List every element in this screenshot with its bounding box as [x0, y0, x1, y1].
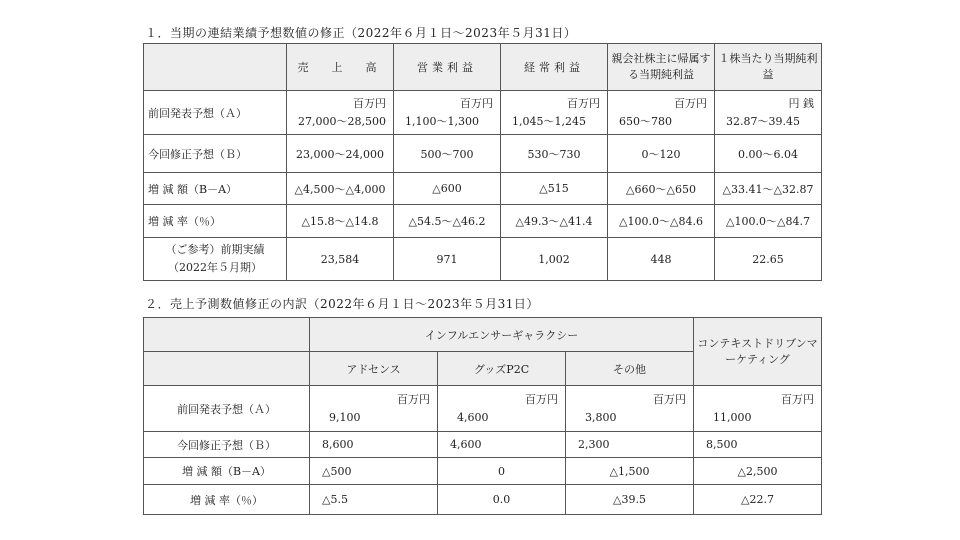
value-cell: 百万円 11,000 [694, 386, 822, 432]
value-cell: 1,002 [501, 238, 608, 281]
row-label: 前回発表予想（Ａ） [144, 91, 287, 135]
corner-cell [144, 44, 287, 91]
sales-breakdown-table [143, 317, 822, 515]
value-cell: △33.41～△32.87 [715, 173, 822, 205]
table-row [144, 238, 822, 281]
row-label: 増 減 率（％） [144, 485, 310, 515]
table-row [144, 485, 822, 515]
value-cell: 百万円 1,100～1,300 [394, 91, 501, 135]
table-row [144, 135, 822, 173]
header-sales: 売 上 高 [287, 44, 394, 91]
value-cell: 0～120 [608, 135, 715, 173]
value-cell: 530～730 [501, 135, 608, 173]
value-cell: △500 [310, 458, 438, 485]
table-row [144, 386, 822, 432]
value-cell: △39.5 [566, 485, 694, 515]
header-ordinary-profit: 経常利益 [501, 44, 608, 91]
value-cell: 23,584 [287, 238, 394, 281]
value-cell: 円 銭 32.87～39.45 [715, 91, 822, 135]
ref-label-line2: （2022年５月期） [168, 261, 262, 274]
value-cell: 0.00～6.04 [715, 135, 822, 173]
value-cell: 500～700 [394, 135, 501, 173]
value-cell: 百万円 3,800 [566, 386, 694, 432]
row-label: 増 減 額（B－A） [144, 173, 287, 205]
value-cell: 0.0 [438, 485, 566, 515]
value-cell: 百万円 27,000～28,500 [287, 91, 394, 135]
section1-heading: １．当期の連結業績予想数値の修正（2022年６月１日～2023年５月31日） [145, 26, 577, 40]
corner-cell-lower [144, 352, 310, 386]
value-cell: △5.5 [310, 485, 438, 515]
ref-label-line1: （ご参考）前期実績 [165, 243, 265, 256]
value-cell: 22.65 [715, 238, 822, 281]
section2-heading: ２．売上予測数値修正の内訳（2022年６月１日～2023年５月31日） [145, 297, 539, 311]
row-label: 増 減 額（B－A） [144, 458, 310, 485]
value-cell: 448 [608, 238, 715, 281]
row-label [144, 238, 287, 281]
value-cell: △4,500～△4,000 [287, 173, 394, 205]
value-cell: 4,600 [438, 432, 566, 458]
value-cell: 8,600 [310, 432, 438, 458]
value-cell: 23,000～24,000 [287, 135, 394, 173]
value-cell: △1,500 [566, 458, 694, 485]
row-label: 前回発表予想（Ａ） [144, 386, 310, 432]
header-operating-profit: 営業利益 [394, 44, 501, 91]
row-label: 今回修正予想（Ｂ） [144, 135, 287, 173]
value-cell: △515 [501, 173, 608, 205]
value-cell: △100.0～△84.6 [608, 205, 715, 238]
value-cell: △54.5～△46.2 [394, 205, 501, 238]
table-row [144, 91, 822, 135]
header-net-income: 親会社株主に帰属する当期純利益 [608, 44, 715, 91]
value-cell: 百万円 4,600 [438, 386, 566, 432]
table-row [144, 173, 822, 205]
group-header-influencer-galaxy: インフルエンサーギャラクシー [310, 318, 694, 352]
header-adsense: アドセンス [310, 352, 438, 386]
value-cell: 2,300 [566, 432, 694, 458]
value-cell: 百万円 1,045～1,245 [501, 91, 608, 135]
header-other: その他 [566, 352, 694, 386]
table-row [144, 432, 822, 458]
value-cell: △22.7 [694, 485, 822, 515]
row-label: 増 減 率（％） [144, 205, 287, 238]
value-cell: △49.3～△41.4 [501, 205, 608, 238]
table-row [144, 205, 822, 238]
value-cell: 8,500 [694, 432, 822, 458]
row-label: 今回修正予想（Ｂ） [144, 432, 310, 458]
table-row [144, 458, 822, 485]
value-cell: △600 [394, 173, 501, 205]
forecast-revision-table [143, 43, 822, 281]
value-cell: △2,500 [694, 458, 822, 485]
value-cell: △15.8～△14.8 [287, 205, 394, 238]
value-cell: 971 [394, 238, 501, 281]
value-cell: △100.0～△84.7 [715, 205, 822, 238]
value-cell: 百万円 650～780 [608, 91, 715, 135]
header-eps: １株当たり当期純利益 [715, 44, 822, 91]
value-cell: 0 [438, 458, 566, 485]
value-cell: 百万円 9,100 [310, 386, 438, 432]
header-goods-p2c: グッズP2C [438, 352, 566, 386]
header-context-driven-marketing: コンテキストドリブンマーケティング [694, 318, 822, 386]
corner-cell [144, 318, 310, 352]
value-cell: △660～△650 [608, 173, 715, 205]
